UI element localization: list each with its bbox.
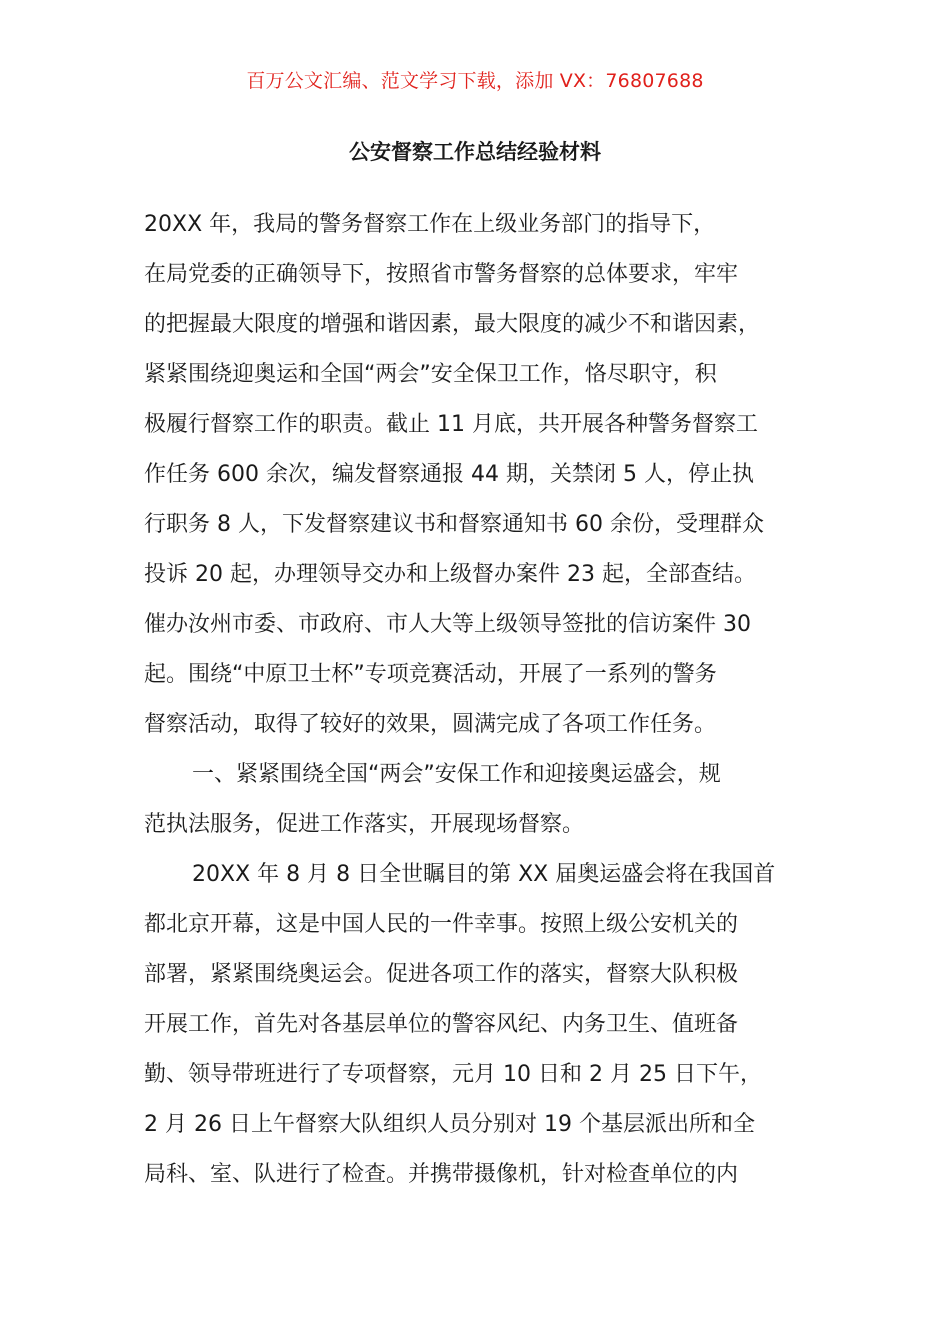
body-line: 局科、室、队进行了检查。并携带摄像机，针对检查单位的内	[144, 1162, 739, 1187]
body-line: 投诉 20 起，办理领导交办和上级督办案件 23 起，全部查结。	[144, 562, 756, 587]
body-line: 20XX 年 8 月 8 日全世瞩目的第 XX 届奥运盛会将在我国首	[192, 862, 776, 887]
body-line: 起。围绕“中原卫士杯”专项竞赛活动，开展了一系列的警务	[144, 662, 717, 687]
body-line: 紧紧围绕迎奥运和全国“两会”安全保卫工作，恪尽职守，积	[144, 362, 717, 387]
header-contact-note: 百万公文汇编、范文学习下载，添加 VX：76807688	[246, 70, 704, 92]
body-line: 的把握最大限度的增强和谐因素，最大限度的减少不和谐因素，	[144, 312, 761, 337]
section-heading-line: 一、紧紧围绕全国“两会”安保工作和迎接奥运盛会，规	[192, 762, 721, 787]
document-body	[144, 200, 834, 1200]
body-line: 20XX 年，我局的警务督察工作在上级业务部门的指导下，	[144, 212, 716, 237]
body-line: 在局党委的正确领导下，按照省市警务督察的总体要求，牢牢	[144, 262, 739, 287]
document-title: 公安督察工作总结经验材料	[349, 140, 601, 164]
section-heading-line: 范执法服务，促进工作落实，开展现场督察。	[144, 812, 585, 837]
body-line: 勤、领导带班进行了专项督察，元月 10 日和 2 月 25 日下午，	[144, 1062, 762, 1087]
body-line: 开展工作，首先对各基层单位的警容风纪、内务卫生、值班备	[144, 1012, 739, 1037]
body-line: 行职务 8 人，下发督察建议书和督察通知书 60 余份，受理群众	[144, 512, 764, 537]
body-line: 催办汝州市委、市政府、市人大等上级领导签批的信访案件 30	[144, 612, 751, 637]
body-line: 都北京开幕，这是中国人民的一件幸事。按照上级公安机关的	[144, 912, 739, 937]
body-line: 部署，紧紧围绕奥运会。促进各项工作的落实，督察大队积极	[144, 962, 739, 987]
body-line: 2 月 26 日上午督察大队组织人员分别对 19 个基层派出所和全	[144, 1112, 755, 1137]
body-line: 极履行督察工作的职责。截止 11 月底，共开展各种警务督察工	[144, 412, 758, 437]
body-line: 督察活动，取得了较好的效果，圆满完成了各项工作任务。	[144, 712, 717, 737]
body-line: 作任务 600 余次，编发督察通报 44 期，关禁闭 5 人，停止执	[144, 462, 754, 487]
